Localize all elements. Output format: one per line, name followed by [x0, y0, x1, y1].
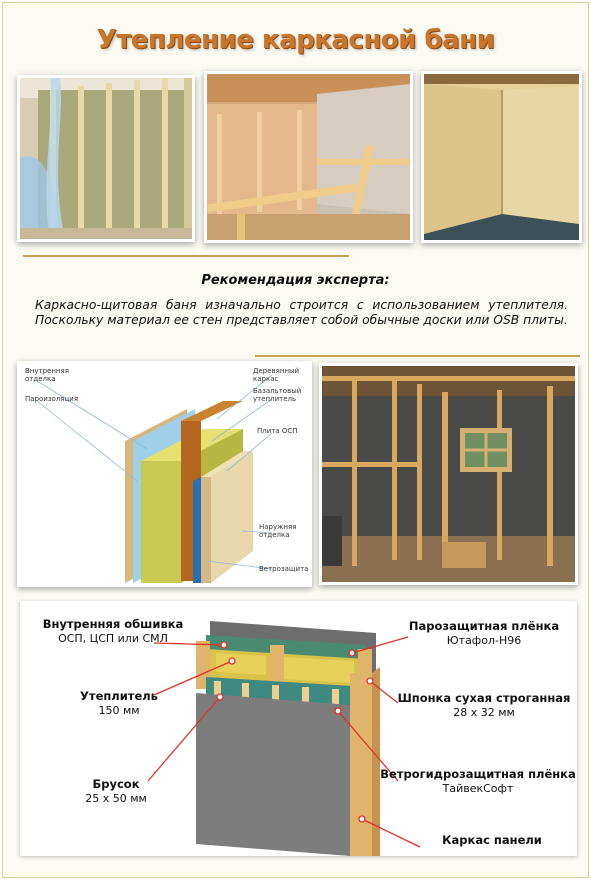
- photo-frame-walls-insulation-image: [20, 78, 192, 239]
- label-insulation: [64, 689, 174, 718]
- label-basalt: [253, 387, 301, 403]
- label-wood-frame-line2: каркас: [253, 375, 279, 383]
- label-bar: [66, 777, 166, 806]
- label-inner-finish-line2: отделка: [25, 375, 56, 383]
- label-frame-title: Каркас панели: [442, 833, 542, 847]
- wall-section-diagram: [17, 361, 312, 587]
- expert-recommendation-heading: Рекомендация эксперта:: [201, 273, 390, 288]
- photo-frame-interior: [319, 363, 578, 585]
- label-dowel: [392, 691, 576, 720]
- label-inner-finish-line1: Внутренняя: [25, 367, 69, 375]
- label-outer-finish-line1: Наружняя: [259, 523, 297, 531]
- label-vapor-film-sub: Ютафол-Н96: [446, 634, 522, 647]
- photo-foil-corner-image: [207, 74, 410, 240]
- label-inner-lining: [38, 617, 188, 646]
- photo-foil-corner: [204, 71, 413, 243]
- photo-frame-walls-insulation: [17, 75, 195, 242]
- label-wood-frame: [253, 367, 299, 383]
- expert-recommendation-text: Каркасно-щитовая баня изначально строится с использованием утеплителя. Поскольку материал ее стен представляет собой обычные доски или OSB плиты.: [35, 298, 568, 327]
- divider-top: [23, 255, 349, 257]
- label-inner-lining-sub: ОСП, ЦСП или СМЛ: [58, 632, 168, 645]
- label-insulation-title: Утеплитель: [80, 689, 158, 703]
- label-bar-sub: 25 х 50 мм: [85, 792, 147, 805]
- panel-structure-diagram: [20, 601, 577, 856]
- label-basalt-line1: Базальтовый: [253, 387, 302, 395]
- page: [2, 2, 589, 878]
- label-vapor-barrier: Пароизоляция: [25, 395, 79, 403]
- label-wind-barrier: Ветрозащита: [259, 565, 309, 573]
- label-insulation-sub: 150 мм: [98, 704, 140, 717]
- label-bar-title: Брусок: [92, 777, 140, 791]
- label-inner-lining-title: Внутренняя обшивка: [42, 617, 184, 631]
- divider-middle: [255, 355, 580, 357]
- photo-frame-interior-image: [322, 366, 575, 582]
- label-basalt-line2: утеплитель: [253, 395, 297, 403]
- label-wind-film: [380, 767, 576, 796]
- label-frame: [412, 833, 572, 848]
- label-vapor-film: [392, 619, 576, 648]
- label-inner-finish: [25, 367, 69, 383]
- page-title: Утепление каркасной бани: [96, 25, 495, 55]
- label-dowel-sub: 28 х 32 мм: [453, 706, 515, 719]
- label-wind-film-sub: ТайвекСофт: [442, 782, 514, 795]
- label-wood-frame-line1: Деревянный: [253, 367, 300, 375]
- label-outer-finish: [259, 523, 296, 539]
- label-outer-finish-line2: отделка: [259, 531, 290, 539]
- label-wind-film-title: Ветрогидрозащитная плёнка: [380, 767, 576, 781]
- label-dowel-title: Шпонка сухая строганная: [397, 691, 571, 705]
- photo-insulated-room: [421, 71, 582, 243]
- label-vapor-film-title: Парозащитная плёнка: [408, 619, 560, 633]
- label-osb: Плита ОСП: [257, 427, 298, 435]
- photo-insulated-room-image: [424, 74, 579, 240]
